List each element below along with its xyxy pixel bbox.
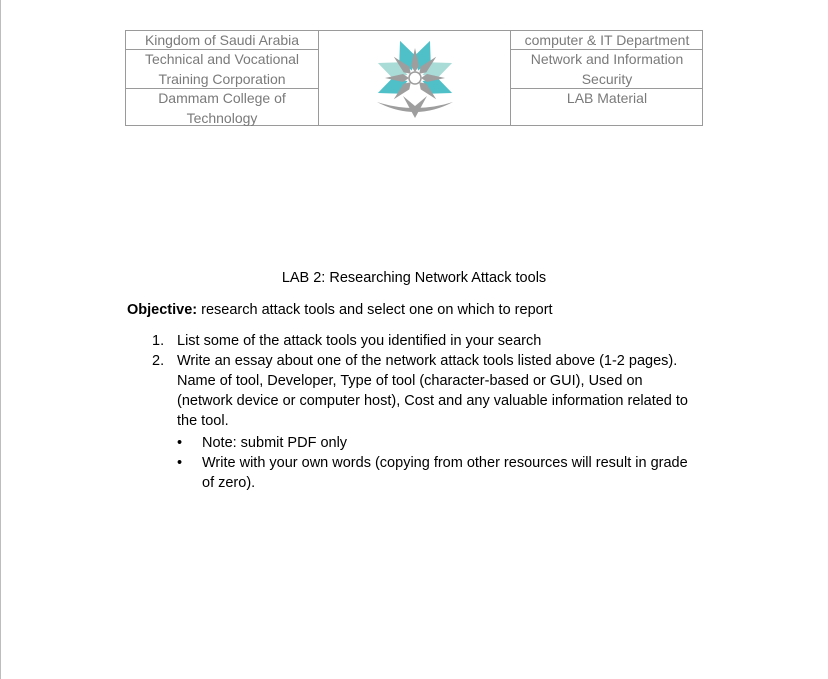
tvtc-emblem-icon <box>365 34 465 122</box>
org-label-line1: Technical and Vocational <box>144 51 300 67</box>
program-label-line1: Network and Information <box>530 51 684 67</box>
header-left-row-2 <box>126 50 318 89</box>
steps-list <box>152 331 697 431</box>
list-number: 1. <box>152 333 165 349</box>
bullet-icon: • <box>177 435 183 451</box>
program-label-line2: Security <box>581 70 633 87</box>
header-right-row-3 <box>511 89 703 127</box>
list-item-text: Note: submit PDF only <box>202 435 348 451</box>
header-right-row-2 <box>511 50 703 89</box>
list-item <box>177 453 702 493</box>
department-label: computer & IT Department <box>524 32 690 48</box>
header-right-row-1 <box>511 31 703 50</box>
list-item-text: List some of the attack tools you identified in your search <box>177 333 542 349</box>
header-left-row-3 <box>126 89 318 127</box>
college-label-line1: Dammam College of <box>158 90 286 106</box>
list-item-text: Write with your own words (copying from other resources will result in grade of zero). <box>202 455 688 491</box>
page-edge <box>0 0 1 679</box>
header-left-column <box>126 31 319 125</box>
notes-list <box>177 433 702 493</box>
org-label-line2: Training Corporation <box>158 70 286 87</box>
country-label: Kingdom of Saudi Arabia <box>144 32 300 48</box>
header-left-row-1 <box>126 31 318 50</box>
college-label-line2: Technology <box>186 109 258 126</box>
list-number: 2. <box>152 353 165 369</box>
header-right-column <box>510 31 703 125</box>
objective-line <box>127 302 553 318</box>
list-item <box>152 351 697 431</box>
list-item <box>177 433 702 453</box>
objective-text: research attack tools and select one on which to report <box>197 302 553 318</box>
header-logo-column <box>319 31 510 125</box>
bullet-icon: • <box>177 455 183 471</box>
header-table <box>125 30 703 126</box>
list-item-text: Write an essay about one of the network attack tools listed above (1-2 pages). Name of tool, Developer, Type of tool (character-based or GUI), Used on (network device or computer host), Cost and any valuable information related to the tool. <box>177 353 688 429</box>
objective-label: Objective: <box>127 302 198 318</box>
document-title: LAB 2: Researching Network Attack tools <box>281 270 547 286</box>
list-item <box>152 331 697 351</box>
material-label: LAB Material <box>566 90 648 106</box>
